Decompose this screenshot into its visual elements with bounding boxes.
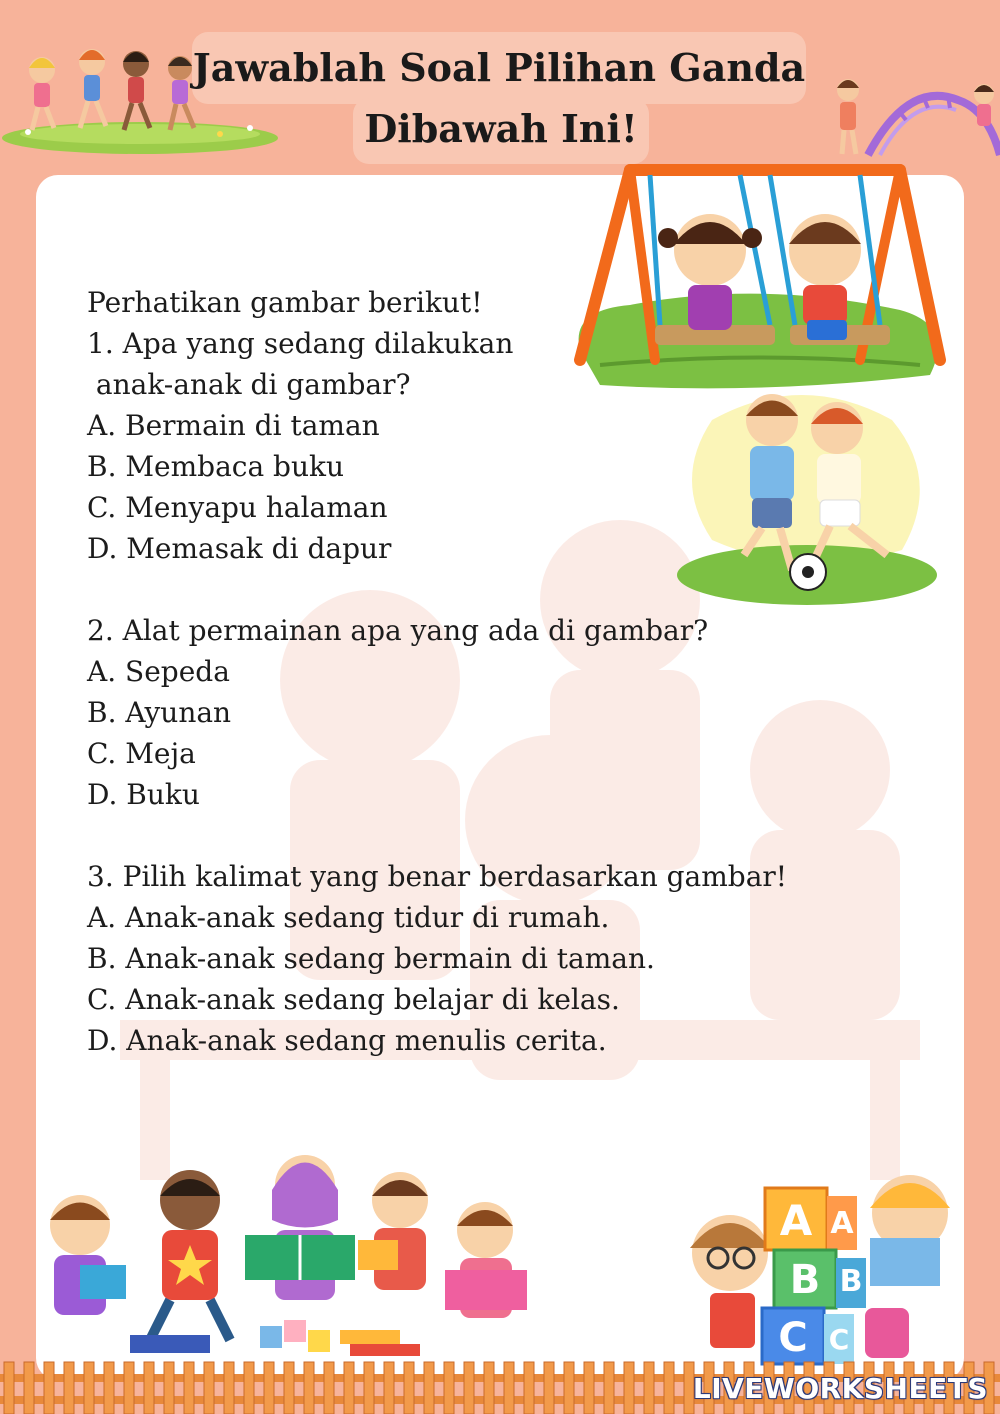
question-1-option-c[interactable]: C. Menyapu halaman xyxy=(87,491,388,524)
playground-monkey-bars-illustration xyxy=(828,70,1000,160)
block-letter-a: A xyxy=(779,1196,813,1245)
question-3-option-a[interactable]: A. Anak-anak sedang tidur di rumah. xyxy=(87,901,610,934)
question-3-text: 3. Pilih kalimat yang benar berdasarkan gambar! xyxy=(87,860,788,893)
question-1-option-a[interactable]: A. Bermain di taman xyxy=(87,409,380,442)
question-2-option-d[interactable]: D. Buku xyxy=(87,778,200,811)
question-3-option-b[interactable]: B. Anak-anak sedang bermain di taman. xyxy=(87,942,655,975)
question-2-text: 2. Alat permainan apa yang ada di gambar? xyxy=(87,614,709,647)
block-letter-b-side: B xyxy=(839,1264,863,1299)
title-line-1: Jawablah Soal Pilihan Ganda xyxy=(192,32,806,104)
question-1 xyxy=(87,323,827,569)
questions-section xyxy=(87,282,827,1061)
question-2-option-a[interactable]: A. Sepeda xyxy=(87,655,230,688)
block-letter-c-side: C xyxy=(828,1323,850,1356)
spacer xyxy=(87,815,827,856)
question-2 xyxy=(87,610,827,815)
question-1-option-b[interactable]: B. Membaca buku xyxy=(87,450,345,483)
block-letter-a-side: A xyxy=(830,1206,854,1241)
reading-kids-illustration xyxy=(20,1140,540,1370)
question-1-text-line-1: 1. Apa yang sedang dilakukan xyxy=(87,327,514,360)
question-3 xyxy=(87,856,827,1061)
question-1-text-line-2: anak-anak di gambar? xyxy=(87,368,411,401)
intro-text: Perhatikan gambar berikut! xyxy=(87,286,483,319)
question-1-option-d[interactable]: D. Memasak di dapur xyxy=(87,532,392,565)
spacer xyxy=(87,569,827,610)
liveworksheets-watermark: LIVEWORKSHEETS xyxy=(692,1372,988,1405)
title-line-2: Dibawah Ini! xyxy=(353,98,649,164)
question-2-option-b[interactable]: B. Ayunan xyxy=(87,696,232,729)
question-3-option-c[interactable]: C. Anak-anak sedang belajar di kelas. xyxy=(87,983,620,1016)
question-2-option-c[interactable]: C. Meja xyxy=(87,737,196,770)
question-3-option-d[interactable]: D. Anak-anak sedang menulis cerita. xyxy=(87,1024,607,1057)
block-letter-c: C xyxy=(778,1315,808,1361)
block-letter-b: B xyxy=(789,1257,821,1303)
abc-blocks-illustration xyxy=(670,1158,970,1368)
